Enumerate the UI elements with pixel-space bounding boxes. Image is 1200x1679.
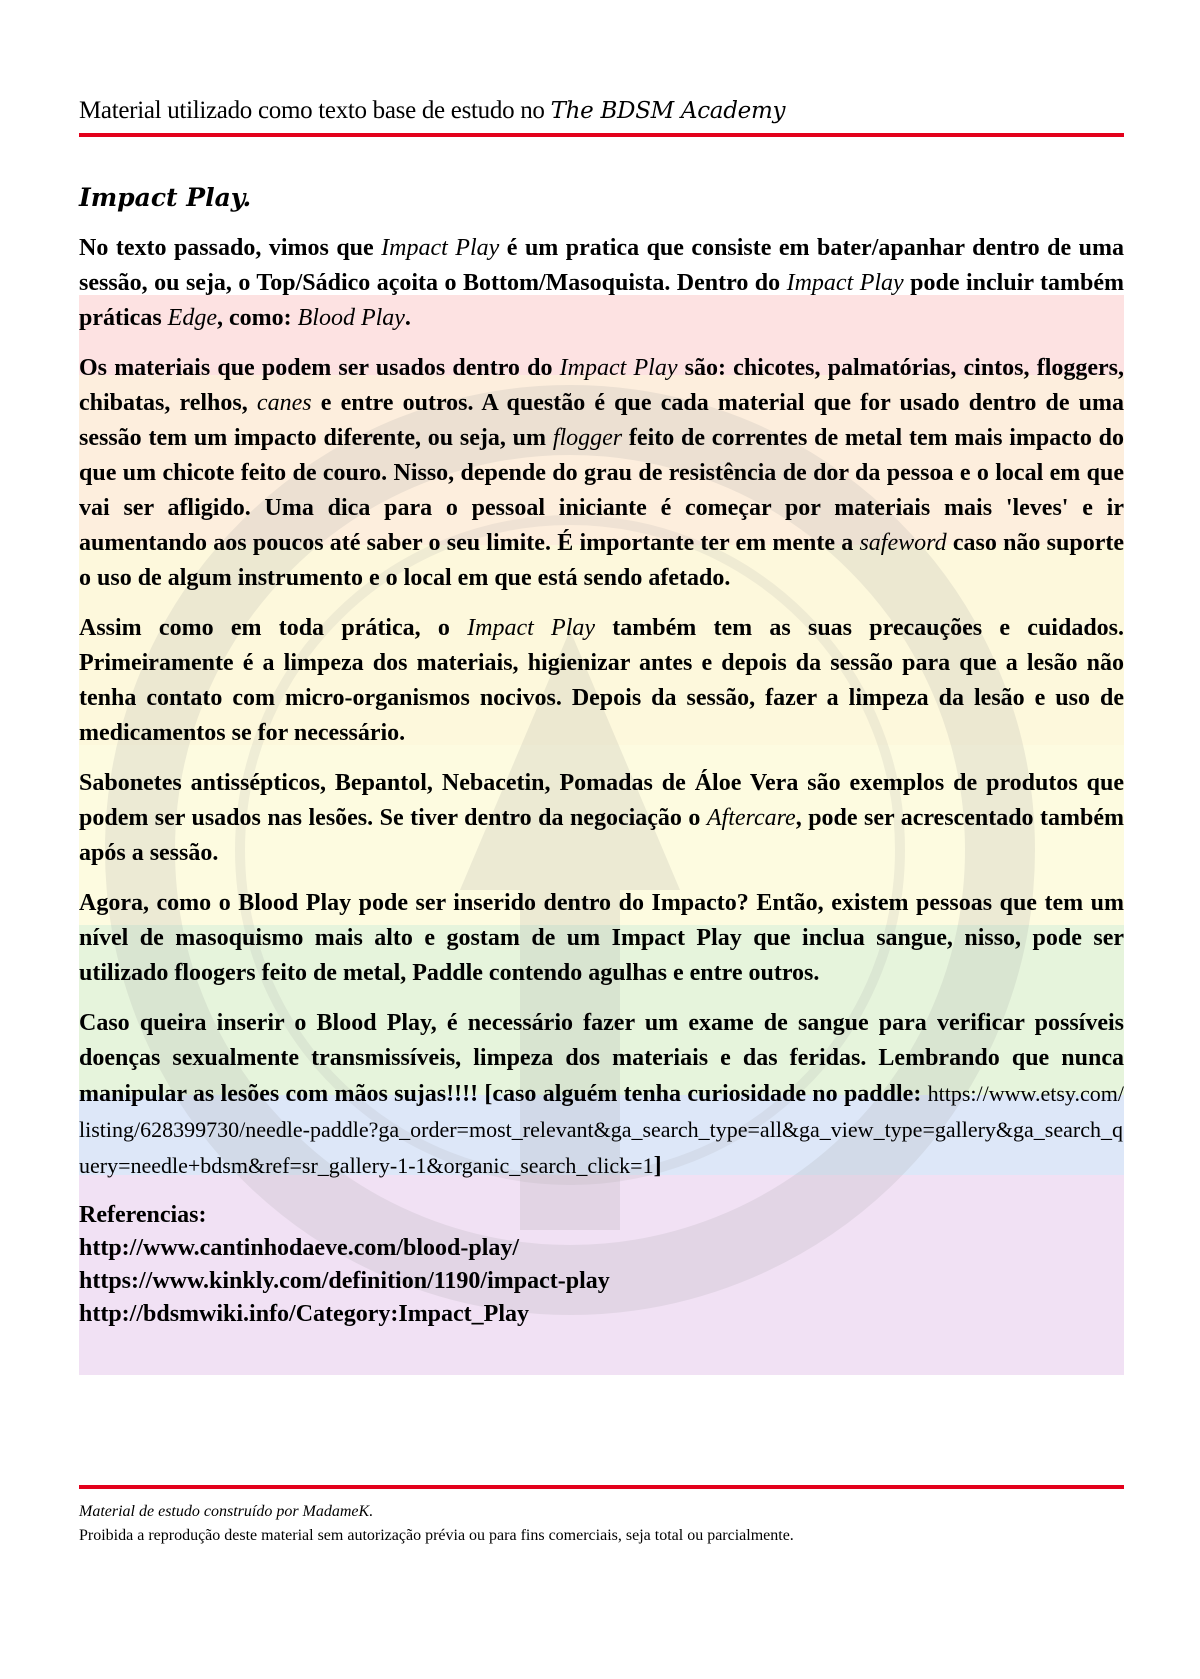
document-body — [79, 180, 1124, 1331]
paragraph-5: Agora, como o Blood Play pode ser inserido dentro do Impacto? Então, existem pessoas que tem um nível de masoquismo mais alto e gostam de um Impact Play que inclua sangue, nisso, pode ser utilizado floogers feito de metal, Paddle contendo agulhas e entre outros. — [79, 890, 1124, 986]
reference-link[interactable]: https://www.kinkly.com/definition/1190/impact-play — [79, 1268, 610, 1294]
paragraph-4: Sabonetes antissépticos, Bepantol, Nebacetin, Pomadas de Áloe Vera são exemplos de produtos que podem ser usados nas lesões. Se tiver dentro da negociação o Aftercare, pode ser acrescentado também após a sessão. — [79, 770, 1124, 866]
reference-link[interactable]: http://bdsmwiki.info/Category:Impact_Play — [79, 1301, 529, 1327]
paragraph-1: No texto passado, vimos que Impact Play é um pratica que consiste em bater/apanhar dentro de uma sessão, ou seja, o Top/Sádico açoita o Bottom/Masoquista. Dentro do Impact Play pode incluir também práticas Edge, como: Blood Play. — [79, 235, 1124, 331]
academy-name: The BDSM Academy — [550, 98, 786, 124]
page-footer — [79, 1500, 1124, 1548]
footer-credit: Material de estudo construído por MadameK. — [79, 1503, 374, 1520]
page-title: Impact Play. — [79, 183, 252, 212]
references — [79, 1199, 1124, 1331]
paddle-link[interactable]: https://www.etsy.com/listing/628399730/needle-paddle?ga_order=most_relevant&ga_search_type=all&ga_view_type=gallery&ga_search_query=needle+bdsm&ref=sr_gallery-1-1&organic_search_click=1 — [79, 1081, 1124, 1178]
page-header — [79, 97, 1124, 125]
references-heading: Referencias: — [79, 1202, 207, 1228]
paragraph-6: Caso queira inserir o Blood Play, é necessário fazer um exame de sangue para verificar possíveis doenças sexualmente transmissíveis, limpeza dos materiais e das feridas. Lembrando que nunca manipular as lesões com mãos sujas!!!! [caso alguém tenha curiosidade no paddle: https://www.etsy.com/listing/628399730/needle-paddle?ga_order=most_relevant&ga_search_type=all&ga_view_type=gallery&ga_search_query=needle+bdsm&ref=sr_gallery-1-1&organic_search_click=1] — [79, 1010, 1124, 1179]
paragraph-3: Assim como em toda prática, o Impact Play também tem as suas precauções e cuidados. Primeiramente é a limpeza dos materiais, higienizar antes e depois da sessão para que a lesão não tenha contato com micro-organismos nocivos. Depois da sessão, fazer a limpeza da lesão e uso de medicamentos se for necessário. — [79, 615, 1125, 746]
footer-rule — [79, 1485, 1124, 1489]
header-rule — [79, 133, 1124, 137]
paragraph-2: Os materiais que podem ser usados dentro do Impact Play são: chicotes, palmatórias, cintos, floggers, chibatas, relhos, canes e entre outros. A questão é que cada material que for usado dentro de uma sessão tem um impacto diferente, ou seja, um flogger feito de correntes de metal tem mais impacto do que um chicote feito de couro. Nisso, depende do grau de resistência de dor da pessoa e o local em que vai ser afligido. Uma dica para o pessoal iniciante é começar por materiais mais 'leves' e ir aumentando aos poucos até saber o seu limite. É importante ter em mente a safeword caso não suporte o uso de algum instrumento e o local em que está sendo afetado. — [79, 355, 1125, 591]
reference-link[interactable]: http://www.cantinhodaeve.com/blood-play/ — [79, 1235, 520, 1261]
header-text: Material utilizado como texto base de estudo no — [79, 97, 545, 124]
footer-notice: Proibida a reprodução deste material sem autorização prévia ou para fins comerciais, seja total ou parcialmente. — [79, 1527, 794, 1544]
